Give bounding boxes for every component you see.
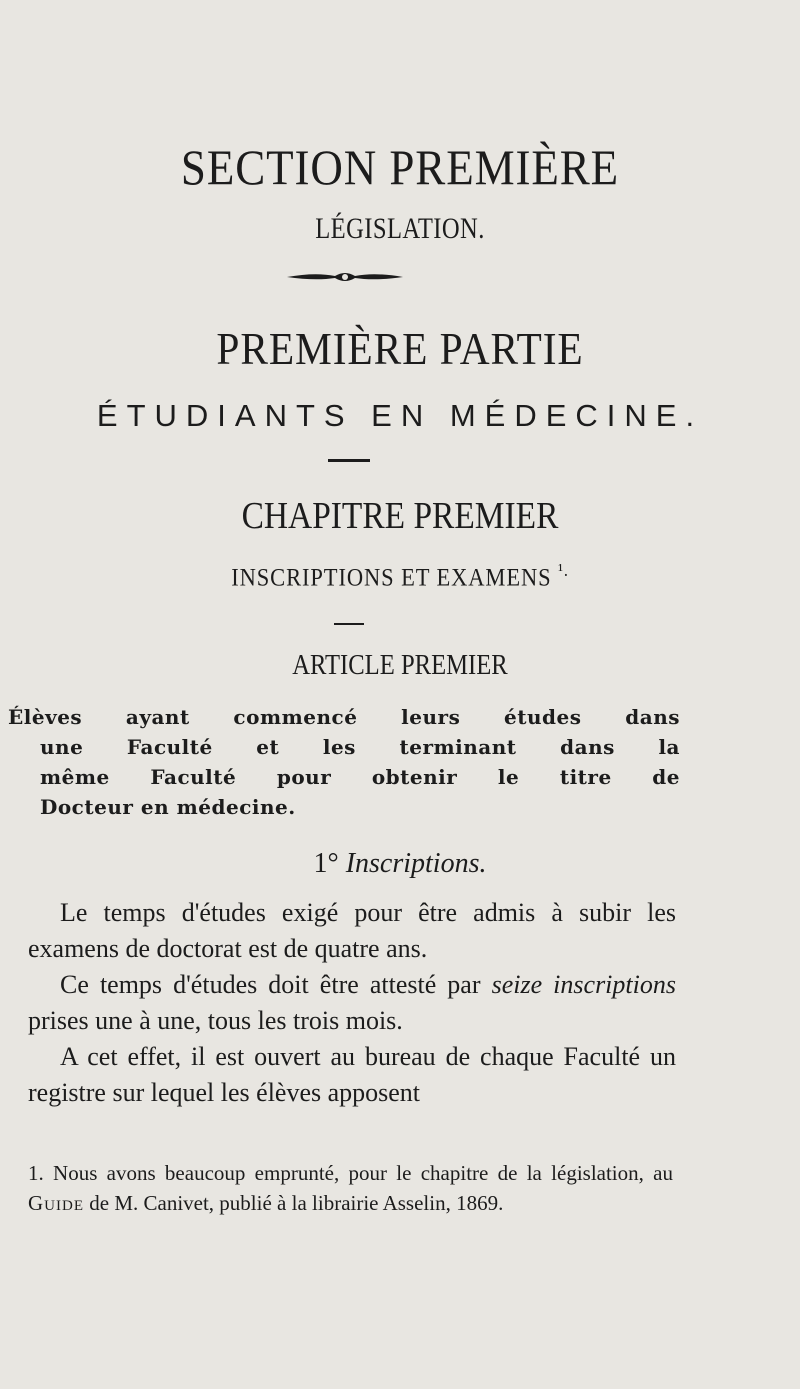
article-heading-line: Élèves ayant commencé leurs études dans <box>8 705 680 729</box>
paragraph: Le temps d'études exigé pour être admis à subir les examens de doctorat est de quatre ans. <box>28 898 676 963</box>
chapter-subtitle <box>40 560 760 592</box>
paragraph-text: Ce temps d'études doit être attesté par <box>60 970 492 999</box>
emphasis-text: seize inscriptions <box>491 970 676 999</box>
body-text <box>28 895 676 1111</box>
section-title: SECTION PREMIÈRE <box>180 139 620 195</box>
subsection-heading <box>0 848 800 880</box>
footnote-text: de M. Canivet, publié à la librairie Asselin, 1869. <box>84 1191 504 1215</box>
short-rule <box>328 459 370 462</box>
article-heading <box>8 702 680 822</box>
footnote-text: Nous avons beaucoup emprunté, pour le chapitre de la législation, au <box>53 1161 673 1185</box>
paragraph: A cet effet, il est ouvert au bureau de chaque Faculté un registre sur lequel les élèves apposent <box>28 1042 676 1107</box>
chapter-subtitle-text: INSCRIPTIONS ET EXAMENS <box>231 564 552 592</box>
footnote-number: 1. <box>28 1161 44 1185</box>
subsection-number: 1° <box>313 848 339 879</box>
ornament-divider <box>285 268 405 286</box>
article-heading-line: Docteur en médecine. <box>40 795 296 819</box>
footnote-guide: Guide <box>28 1191 84 1215</box>
article-heading-line: une Faculté et les terminant dans la <box>40 735 680 759</box>
footnote-marker: ¹. <box>558 560 569 580</box>
short-rule <box>334 623 364 625</box>
subsection-title: Inscriptions. <box>345 848 487 879</box>
footnote <box>28 1158 673 1218</box>
section-subtitle: LÉGISLATION. <box>315 212 485 245</box>
part-title: PREMIÈRE PARTIE <box>216 323 584 374</box>
article-title: ARTICLE PREMIER <box>292 650 508 681</box>
chapter-title: CHAPITRE PREMIER <box>241 495 559 537</box>
part-subtitle: ÉTUDIANTS EN MÉDECINE. <box>96 398 704 433</box>
article-heading-line: même Faculté pour obtenir le titre de <box>40 765 680 789</box>
paragraph-text: prises une à une, tous les trois mois. <box>28 1006 403 1035</box>
paragraph <box>28 967 676 1039</box>
